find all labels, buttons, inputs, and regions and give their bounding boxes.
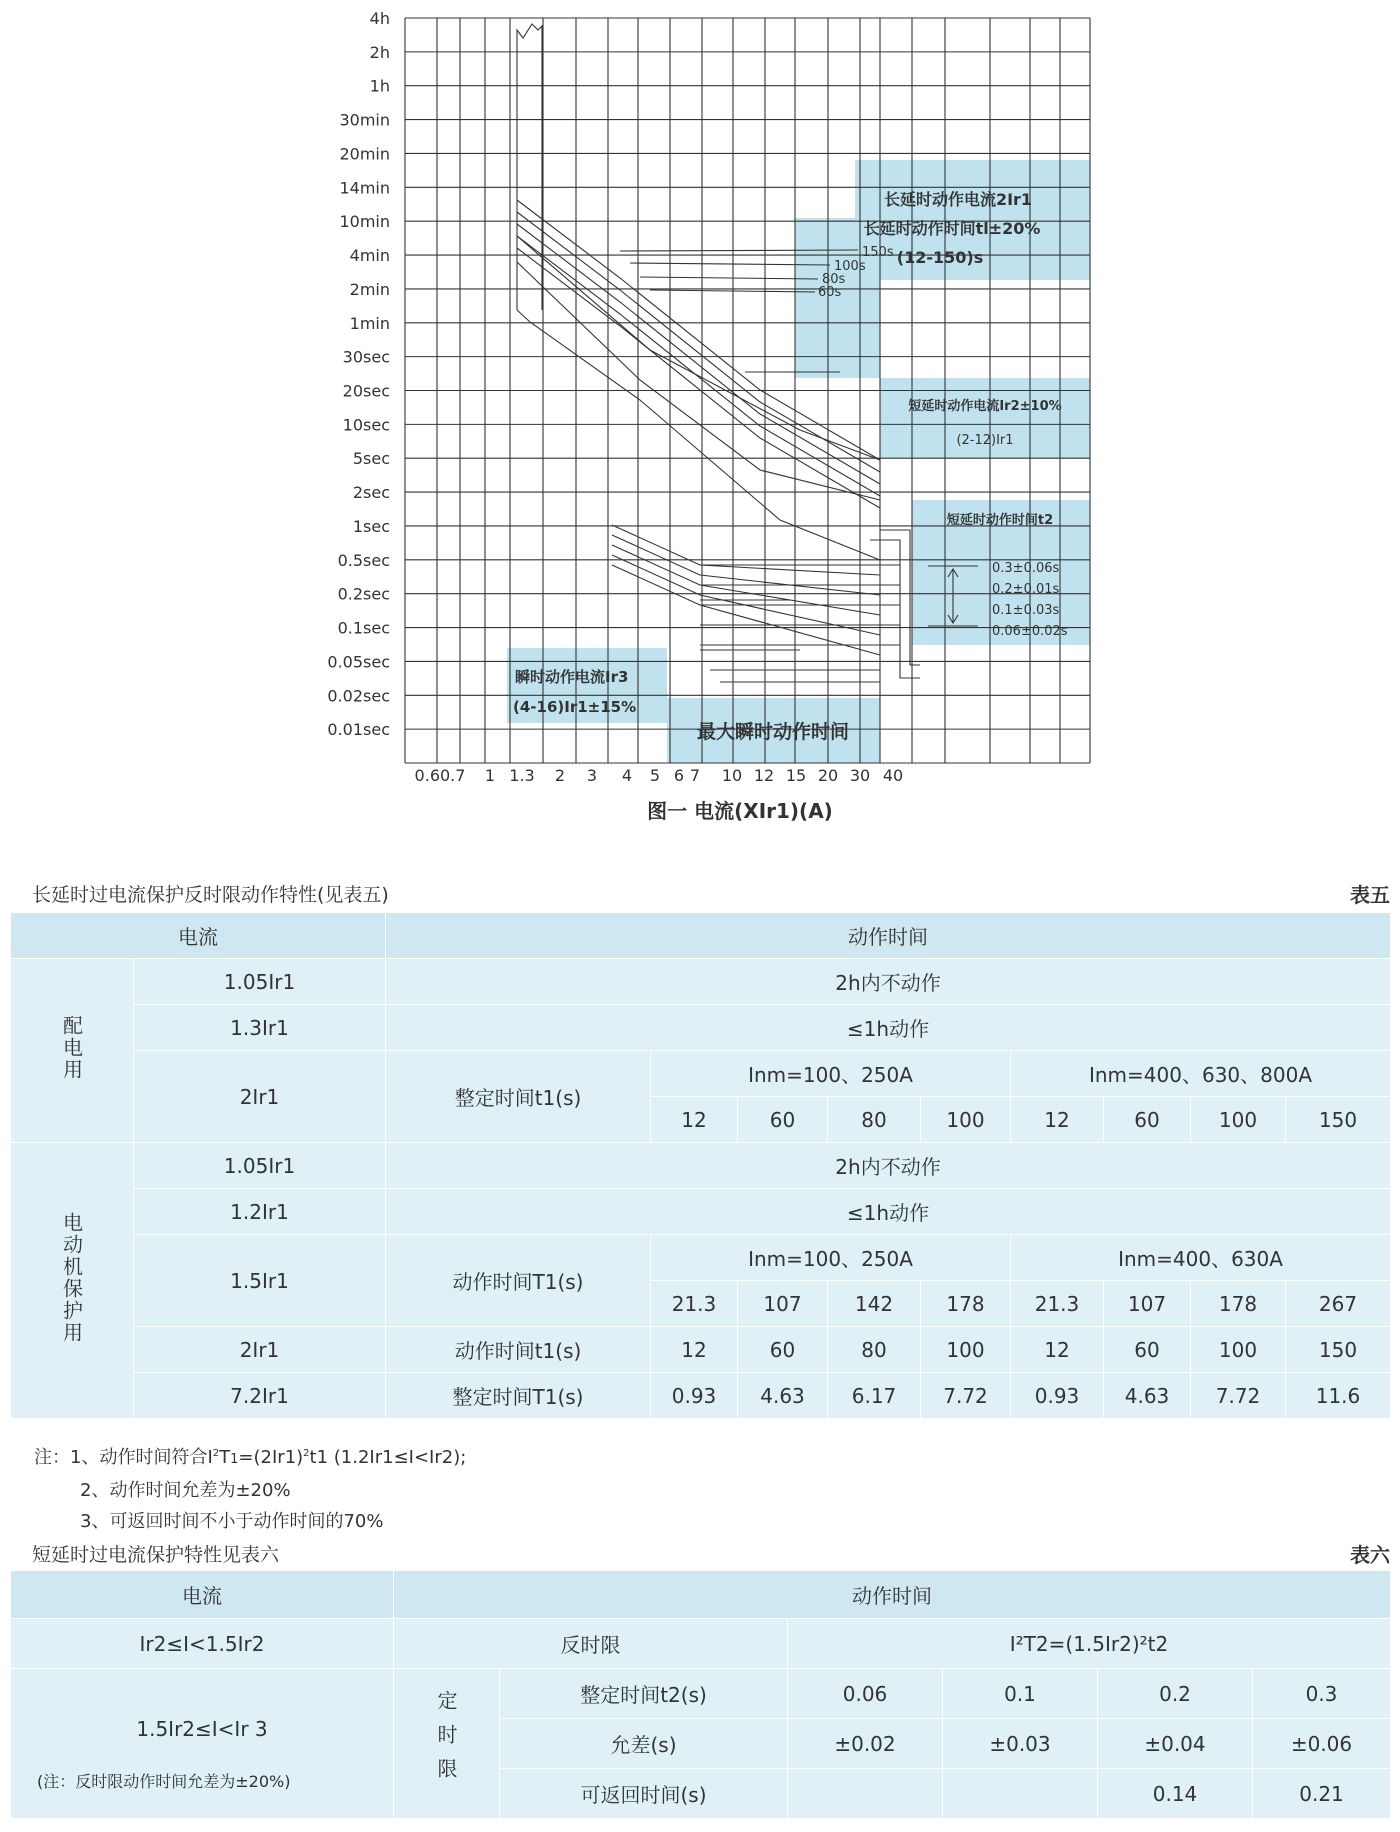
t5-g1-r3-group1: Inm=100、250A (651, 1051, 1011, 1097)
short-time-item-3: 0.06±0.02s (992, 624, 1068, 639)
t5-g2-r3-v6: 178 (1191, 1281, 1286, 1327)
x-tick-label: 6 (673, 766, 685, 785)
long-delay-bracket (517, 24, 542, 310)
y-tick-label: 1min (349, 313, 390, 333)
y-tick-label: 2h (369, 42, 390, 62)
t5-g2-r4-v4: 12 (1011, 1327, 1104, 1373)
t5-g2-r5-v6: 7.72 (1191, 1373, 1286, 1419)
y-tick-label: 30sec (342, 347, 390, 367)
x-axis-labels (415, 766, 904, 785)
t6-r1-type: 反时限 (394, 1619, 788, 1669)
x-tick-label: 20 (817, 766, 839, 785)
t5-g1-r1-value: 2h内不动作 (386, 959, 1391, 1005)
y-tick-label: 20min (339, 144, 390, 164)
t6-p2: 允差(s) (500, 1719, 788, 1769)
t6-v1-0: 0.06 (788, 1669, 943, 1719)
t5-g1-r3-param: 整定时间t1(s) (386, 1051, 651, 1143)
t5-g2-r3-group1: Inm=100、250A (651, 1235, 1011, 1281)
leader-80s (640, 277, 818, 279)
t5-g1-r3-current: 2Ir1 (134, 1051, 386, 1143)
short-time-item-2: 0.1±0.03s (992, 603, 1060, 618)
t5-g1-r3-v0: 12 (651, 1097, 738, 1143)
t5-g2-r3-v1: 107 (738, 1281, 828, 1327)
t5-g2-r5-v1: 4.63 (738, 1373, 828, 1419)
t6-r2-note: (注：反时限动作时间允差为±20%) (37, 1772, 291, 1791)
t5-g2-r4-v6: 100 (1191, 1327, 1286, 1373)
t5-g2-r2-current: 1.2Ir1 (134, 1189, 386, 1235)
t5-g2-r5-v7: 11.6 (1286, 1373, 1391, 1419)
y-tick-label: 2min (349, 279, 390, 299)
y-tick-label: 2sec (352, 483, 390, 503)
note-2: 2、动作时间允差为±20% (80, 1480, 291, 1501)
curve-label-60s: 60s (818, 285, 842, 300)
t6-v2-0: ±0.02 (788, 1719, 943, 1769)
y-tick-label: 0.02sec (327, 686, 390, 706)
t6-header-time: 动作时间 (394, 1571, 1391, 1619)
table5-label: 表五 (1350, 883, 1390, 907)
short-current-line1: 短延时动作电流Ir2±10% (908, 399, 1062, 414)
t6-v3-3: 0.21 (1253, 1769, 1391, 1819)
y-tick-label: 1sec (352, 516, 390, 536)
y-tick-label: 4h (369, 9, 390, 28)
t6-p3: 可返回时间(s) (500, 1769, 788, 1819)
t6-v2-3: ±0.06 (1253, 1719, 1391, 1769)
y-tick-label: 20sec (342, 381, 390, 401)
short-time-item-1: 0.2±0.01s (992, 582, 1060, 597)
t5-header-current: 电流 (11, 913, 386, 959)
t5-g2-r4-current: 2Ir1 (134, 1327, 386, 1373)
t5-g2-r5-param: 整定时间T1(s) (386, 1373, 651, 1419)
t5-g2-r3-v2: 142 (828, 1281, 921, 1327)
short-delay-curve (612, 525, 880, 575)
t5-g2-r4-v3: 100 (921, 1327, 1011, 1373)
t5-g2-r4-v7: 150 (1286, 1327, 1391, 1373)
x-tick-label: 4 (621, 766, 633, 785)
t5-header-time: 动作时间 (386, 913, 1391, 959)
y-tick-label: 30min (339, 110, 390, 130)
curve-label-150s: 150s (862, 245, 894, 260)
x-tick-label: 1 (484, 766, 496, 785)
y-tick-label: 4min (349, 246, 390, 266)
table5 (10, 912, 1391, 1419)
long-delay-line1: 长延时动作电流2Ir1 (883, 190, 1033, 209)
t5-g2-r4-v1: 60 (738, 1327, 828, 1373)
y-tick-label: 0.1sec (337, 618, 390, 638)
x-tick-label: 30 (849, 766, 871, 785)
t6-v1-1: 0.1 (943, 1669, 1098, 1719)
y-tick-label: 14min (339, 178, 390, 198)
inst-time-label: 最大瞬时动作时间 (696, 721, 850, 743)
short-current-line2: (2-12)Ir1 (956, 433, 1014, 448)
curve-label-80s: 80s (822, 272, 846, 287)
t6-v1-3: 0.3 (1253, 1669, 1391, 1719)
y-tick-label: 0.2sec (337, 584, 390, 604)
t6-v3-0 (788, 1769, 943, 1819)
inst-current-line1: 瞬时动作电流Ir3 (515, 668, 629, 686)
t5-group1-name: 配电用 (11, 959, 134, 1143)
t5-g1-r3-v3: 100 (921, 1097, 1011, 1143)
t6-r1-current: Ir2≤I<1.5Ir2 (11, 1619, 394, 1669)
t5-g2-r3-param: 动作时间T1(s) (386, 1235, 651, 1327)
x-tick-label: 12 (753, 766, 775, 785)
short-delay-curve (612, 565, 880, 655)
t5-g1-r3-group2: Inm=400、630、800A (1011, 1051, 1391, 1097)
t6-v3-1 (943, 1769, 1098, 1819)
x-tick-label: 7 (689, 766, 701, 785)
x-tick-label: 5 (649, 766, 661, 785)
table6-label: 表六 (1350, 1543, 1390, 1567)
table6 (10, 1570, 1391, 1819)
t5-g2-r3-v3: 178 (921, 1281, 1011, 1327)
t5-g2-r3-v5: 107 (1104, 1281, 1191, 1327)
t5-g2-r1-current: 1.05Ir1 (134, 1143, 386, 1189)
x-tick-label: 15 (785, 766, 807, 785)
short-delay-curve (612, 555, 880, 635)
t5-g1-r3-v6: 100 (1191, 1097, 1286, 1143)
t5-g2-r5-v2: 6.17 (828, 1373, 921, 1419)
y-tick-label: 10min (339, 212, 390, 232)
chart-caption: 图一 电流(XIr1)(A) (647, 799, 833, 823)
t5-g2-r5-v3: 7.72 (921, 1373, 1011, 1419)
t5-g1-r2-current: 1.3Ir1 (134, 1005, 386, 1051)
x-tick-label: 0.60.7 (414, 766, 466, 785)
inst-current-line2: (4-16)Ir1±15% (513, 698, 637, 716)
note-1: 注：1、动作时间符合$I^2T1=(2Ir1)^2t1$ (1.2Ir1≤I<Ir2); (34, 1447, 467, 1468)
x-tick-label: 3 (586, 766, 598, 785)
t5-g2-r3-v7: 267 (1286, 1281, 1391, 1327)
y-tick-label: 1h (369, 76, 390, 96)
t6-v2-2: ±0.04 (1098, 1719, 1253, 1769)
note-3: 3、可返回时间不小于动作时间的70% (80, 1511, 384, 1532)
t5-g1-r3-v7: 150 (1286, 1097, 1391, 1143)
y-tick-label: 0.01sec (327, 720, 390, 740)
y-tick-label: 0.05sec (327, 652, 390, 672)
t5-g2-r5-v4: 0.93 (1011, 1373, 1104, 1419)
trip-curve-svg (0, 0, 1400, 840)
t5-g1-r3-v5: 60 (1104, 1097, 1191, 1143)
t6-r2-type-cell: 定时限 (394, 1669, 500, 1819)
t5-g2-r5-v0: 0.93 (651, 1373, 738, 1419)
t5-g2-r3-group2: Inm=400、630A (1011, 1235, 1391, 1281)
x-tick-label: 2 (554, 766, 566, 785)
t5-g2-r3-current: 1.5Ir1 (134, 1235, 386, 1327)
trip-curve-chart (0, 0, 1400, 840)
t5-g2-r2-value: ≤1h动作 (386, 1189, 1391, 1235)
t5-g2-r4-v0: 12 (651, 1327, 738, 1373)
x-tick-label: 40 (882, 766, 904, 785)
t6-v2-1: ±0.03 (943, 1719, 1098, 1769)
x-tick-label: 1.3 (509, 766, 535, 785)
t5-g1-r3-v1: 60 (738, 1097, 828, 1143)
t6-v1-2: 0.2 (1098, 1669, 1253, 1719)
t5-g2-r4-param: 动作时间t1(s) (386, 1327, 651, 1373)
t6-r1-formula: I²T2=(1.5Ir2)²t2 (788, 1619, 1391, 1669)
table5-section-title: 长延时过电流保护反时限动作特性(见表五) (32, 884, 389, 906)
curve-label-100s: 100s (834, 259, 866, 274)
t5-g2-r5-v5: 4.63 (1104, 1373, 1191, 1419)
t5-g1-r1-current: 1.05Ir1 (134, 959, 386, 1005)
long-delay-line2: 长延时动作时间tl±20% (863, 219, 1041, 238)
t5-g1-r3-v2: 80 (828, 1097, 921, 1143)
table5-notes (34, 1438, 466, 1537)
x-tick-label: 10 (721, 766, 743, 785)
y-tick-label: 0.5sec (337, 550, 390, 570)
long-delay-line3: (12-150)s (896, 248, 984, 267)
y-tick-label: 5sec (352, 449, 390, 469)
y-axis-labels (327, 9, 390, 739)
t6-header-current: 电流 (11, 1571, 394, 1619)
y-tick-label: 10sec (342, 415, 390, 435)
t5-g1-r3-v4: 12 (1011, 1097, 1104, 1143)
t6-r2-current: 1.5Ir2≤I<Ir 3 (136, 1717, 268, 1741)
t6-p1: 整定时间t2(s) (500, 1669, 788, 1719)
t5-g2-r4-v5: 60 (1104, 1327, 1191, 1373)
table6-section-title: 短延时过电流保护特性见表六 (32, 1544, 280, 1566)
short-time-title: 短延时动作时间t2 (946, 513, 1054, 528)
t5-g2-r4-v2: 80 (828, 1327, 921, 1373)
t6-r2-current-cell (11, 1669, 394, 1819)
t6-v3-2: 0.14 (1098, 1769, 1253, 1819)
t5-g2-r3-v0: 21.3 (651, 1281, 738, 1327)
t5-group2-name: 电动机保护用 (11, 1143, 134, 1419)
t5-g2-r5-current: 7.2Ir1 (134, 1373, 386, 1419)
short-time-item-0: 0.3±0.06s (992, 561, 1060, 576)
t5-g2-r3-v4: 21.3 (1011, 1281, 1104, 1327)
t5-g1-r2-value: ≤1h动作 (386, 1005, 1391, 1051)
t5-g2-r1-value: 2h内不动作 (386, 1143, 1391, 1189)
